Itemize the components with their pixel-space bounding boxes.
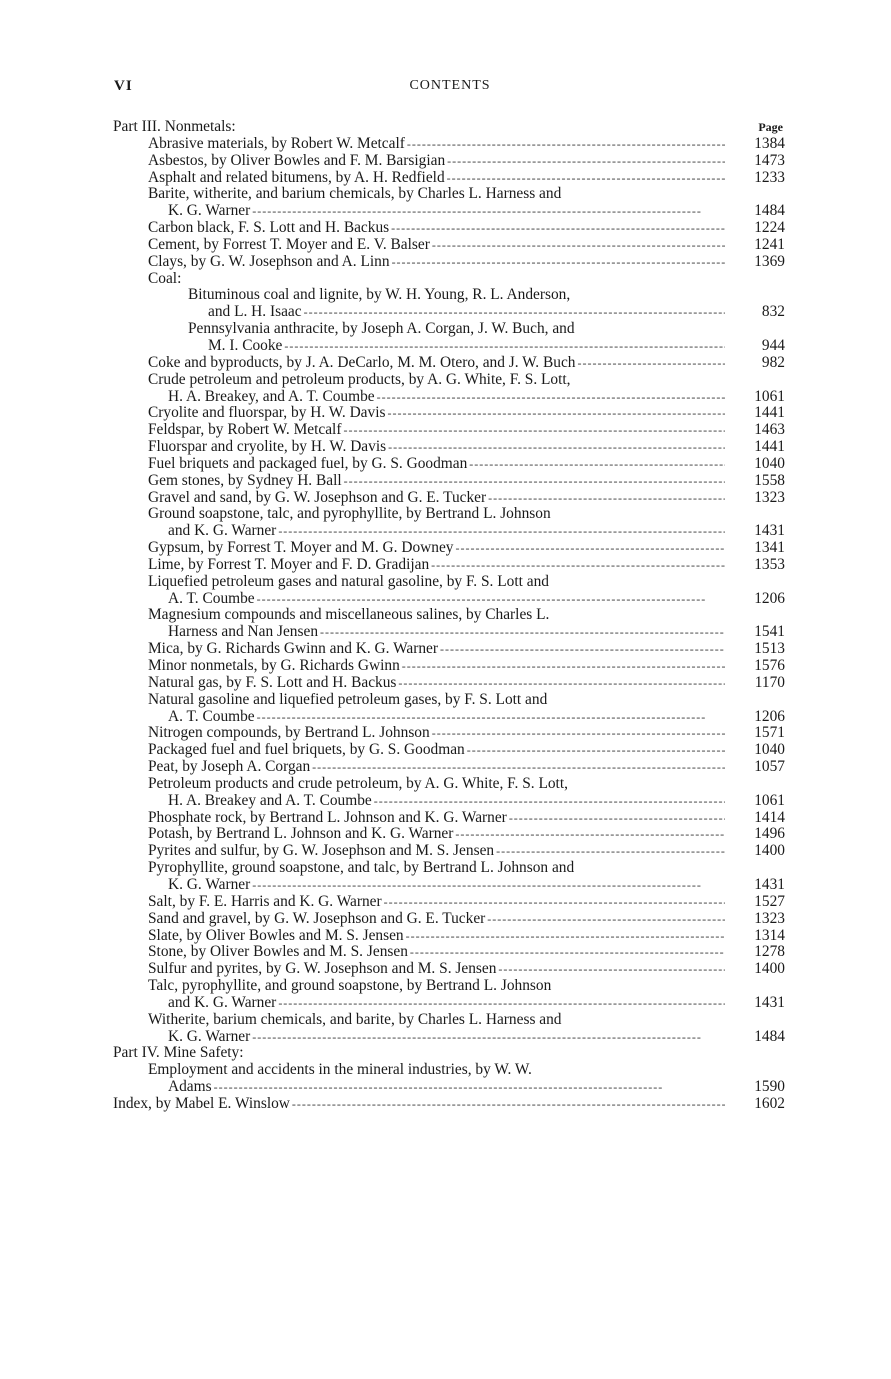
toc-entry — [113, 675, 785, 692]
toc-entry-page: 1170 — [754, 673, 785, 691]
toc-entry-page: 1496 — [754, 825, 785, 843]
toc-entry-title: and K. G. Warner - - - — [168, 523, 725, 540]
toc-entry-title: Packaged fuel and fuel briquets, by G. S. Goodman - - - — [148, 742, 725, 759]
toc-entry-title: Natural gas, by F. S. Lott and H. Backus - - - — [148, 675, 725, 692]
toc-entry-title: Ground soapstone, talc, and pyrophyllite, by Bertrand L. Johnson — [148, 505, 551, 523]
toc-entry-title: Nitrogen compounds, by Bertrand L. Johnson - - - — [148, 725, 725, 742]
toc-entry-page: 1206 — [754, 707, 785, 725]
toc-entry-title: Potash, by Bertrand L. Johnson and K. G. Warner - - - — [148, 826, 725, 843]
toc-entry-title: Gravel and sand, by G. W. Josephson and G. E. Tucker - - - — [148, 490, 725, 507]
toc-entry — [113, 355, 785, 372]
toc-entry — [113, 692, 785, 709]
toc-entry-title: Barite, witherite, and barium chemicals, by Charles L. Harness and — [148, 185, 562, 203]
toc-entry — [113, 928, 785, 945]
toc-entry-title: H. A. Breakey and A. T. Coumbe - - - — [168, 793, 725, 810]
toc-entry — [113, 658, 785, 675]
toc-entry — [113, 911, 785, 928]
toc-entry — [113, 271, 785, 288]
toc-entry — [113, 422, 785, 439]
toc-entry-title: Talc, pyrophyllite, and ground soapstone, by Bertrand L. Johnson — [148, 977, 552, 995]
toc-entry — [113, 321, 785, 338]
toc-entry — [113, 1079, 785, 1096]
toc-entry — [113, 490, 785, 507]
toc-entry — [113, 810, 785, 827]
toc-entry-page: 1463 — [754, 421, 785, 439]
toc-entry-page: 1484 — [754, 1027, 785, 1045]
toc-entry-page: 1558 — [754, 471, 785, 489]
toc-entry-title: K. G. Warner - - - — [168, 877, 725, 894]
toc-entry-page: 1040 — [754, 741, 785, 759]
toc-entry-title: Fluorspar and cryolite, by H. W. Davis - - - — [148, 439, 725, 456]
toc-entry-title: M. I. Cooke - - - — [208, 338, 725, 355]
toc-entry — [113, 506, 785, 523]
toc-entry — [113, 439, 785, 456]
toc-entry-page: 1323 — [754, 488, 785, 506]
toc-entry-page: 1040 — [754, 454, 785, 472]
toc-entry-title: K. G. Warner - - - — [168, 203, 725, 220]
toc-entry-title: Harness and Nan Jensen - - - — [168, 624, 725, 641]
toc-entry-title: Fuel briquets and packaged fuel, by G. S. Goodman - - - — [148, 456, 725, 473]
toc-entry-page: 1224 — [754, 219, 785, 237]
toc-entry-title: Phosphate rock, by Bertrand L. Johnson and K. G. Warner - - - — [148, 810, 725, 827]
toc-entry-title: Cement, by Forrest T. Moyer and E. V. Balser - - - — [148, 237, 725, 254]
toc-entry-page: 1314 — [754, 926, 785, 944]
toc-entry — [113, 473, 785, 490]
toc-entry — [113, 1062, 785, 1079]
toc-entry-page: 832 — [761, 303, 785, 321]
toc-entry-title: Stone, by Oliver Bowles and M. S. Jensen - - - — [148, 944, 725, 961]
toc-entry — [113, 776, 785, 793]
toc-entry-title: Gypsum, by Forrest T. Moyer and M. G. Downey - - - — [148, 540, 725, 557]
toc-entry — [113, 1029, 785, 1046]
toc-entry-page: 982 — [761, 353, 785, 371]
toc-entry-title: Cryolite and fluorspar, by H. W. Davis - - - — [148, 405, 725, 422]
toc-entry — [113, 591, 785, 608]
toc-entry-title: Carbon black, F. S. Lott and H. Backus - - - — [148, 220, 725, 237]
toc-entry — [113, 978, 785, 995]
toc-entry — [113, 338, 785, 355]
toc-entry-page: 1400 — [754, 842, 785, 860]
toc-entry-title: Sulfur and pyrites, by G. W. Josephson and M. S. Jensen - - - — [148, 961, 725, 978]
page-header — [114, 78, 786, 98]
toc-entry-title: Salt, by F. E. Harris and K. G. Warner - - - — [148, 894, 725, 911]
toc-entry-title: and K. G. Warner - - - — [168, 995, 725, 1012]
toc-entry-title: Crude petroleum and petroleum products, by A. G. White, F. S. Lott, — [148, 370, 571, 388]
toc-entry-title: Employment and accidents in the mineral industries, by W. W. — [148, 1061, 532, 1079]
toc-entry — [113, 624, 785, 641]
toc-entry — [113, 170, 785, 187]
toc-entry-page: 1414 — [754, 808, 785, 826]
toc-entry-title: Adams - - - — [168, 1079, 725, 1096]
toc-entry — [113, 153, 785, 170]
toc-entry — [113, 574, 785, 591]
toc-entry — [113, 1012, 785, 1029]
toc-entry — [113, 759, 785, 776]
toc-entry-page: 1441 — [754, 404, 785, 422]
toc-entry — [113, 860, 785, 877]
toc-entry-title: Asphalt and related bitumens, by A. H. Redfield - - - — [148, 170, 725, 187]
toc-entry — [113, 540, 785, 557]
toc-entry — [113, 287, 785, 304]
toc-entry-page: 1323 — [754, 909, 785, 927]
toc-entry-page: 1278 — [754, 943, 785, 961]
toc-entry-title: Abrasive materials, by Robert W. Metcalf - - - — [148, 136, 725, 153]
toc-entry — [113, 389, 785, 406]
toc-entry — [113, 372, 785, 389]
toc-entry-page: 1441 — [754, 438, 785, 456]
toc-entry-page: 1431 — [754, 522, 785, 540]
page-column-label: Page — [758, 120, 783, 134]
toc-entry-title: Part III. Nonmetals: — [113, 118, 236, 135]
toc-entry-title: and L. H. Isaac - - - — [208, 304, 725, 321]
toc-entry — [113, 1096, 785, 1113]
toc-entry-page: 1369 — [754, 252, 785, 270]
toc-entry-page: 1571 — [754, 724, 785, 742]
toc-entry-page: 1353 — [754, 555, 785, 573]
toc-entry-page: 1241 — [754, 235, 785, 253]
toc-entry-title: Lime, by Forrest T. Moyer and F. D. Gradijan - - - — [148, 557, 725, 574]
toc-entry-page: 1384 — [754, 134, 785, 152]
toc-entry — [113, 607, 785, 624]
toc-entry-title: Pennsylvania anthracite, by Joseph A. Corgan, J. W. Buch, and — [188, 320, 575, 338]
page-number: VI — [114, 78, 133, 94]
toc-entry — [113, 405, 785, 422]
toc-entry-page: 1233 — [754, 168, 785, 186]
table-of-contents — [113, 119, 785, 1113]
toc-entry-page: 1400 — [754, 960, 785, 978]
toc-entry-page: 1341 — [754, 539, 785, 557]
toc-entry — [113, 742, 785, 759]
toc-entry-page: 1061 — [754, 791, 785, 809]
toc-entry-title: Natural gasoline and liquefied petroleum gases, by F. S. Lott and — [148, 690, 548, 708]
toc-entry — [113, 254, 785, 271]
toc-entry — [113, 843, 785, 860]
toc-entry-title: Peat, by Joseph A. Corgan - - - — [148, 759, 725, 776]
toc-entry — [113, 826, 785, 843]
toc-entry — [113, 304, 785, 321]
toc-entry-page: 1431 — [754, 993, 785, 1011]
toc-entry-title: Minor nonmetals, by G. Richards Gwinn - - - — [148, 658, 725, 675]
toc-entry-title: A. T. Coumbe - - - — [168, 591, 725, 608]
toc-entry-page: 1541 — [754, 623, 785, 641]
toc-entry-title: Clays, by G. W. Josephson and A. Linn - - - — [148, 254, 725, 271]
toc-entry-title: Pyrophyllite, ground soapstone, and talc, by Bertrand L. Johnson and — [148, 859, 575, 877]
toc-entry — [113, 961, 785, 978]
toc-entry-page: 1602 — [754, 1094, 785, 1112]
toc-entry — [113, 1045, 785, 1062]
toc-entry-title: Liquefied petroleum gases and natural gasoline, by F. S. Lott and — [148, 572, 549, 590]
toc-entry-title: Coke and byproducts, by J. A. DeCarlo, M. M. Otero, and J. W. Buch - - - — [148, 355, 725, 372]
toc-entry — [113, 877, 785, 894]
toc-entry-page: 944 — [761, 336, 785, 354]
toc-entry-page: 1590 — [754, 1078, 785, 1096]
page-title: CONTENTS — [409, 78, 491, 93]
toc-entry — [113, 641, 785, 658]
toc-entry — [113, 709, 785, 726]
toc-entry — [113, 557, 785, 574]
toc-entry-title: Index, by Mabel E. Winslow - - - — [113, 1096, 725, 1113]
toc-entry-title: Mica, by G. Richards Gwinn and K. G. Warner - - - — [148, 641, 725, 658]
toc-entry-page: 1527 — [754, 892, 785, 910]
toc-entry-page: 1473 — [754, 151, 785, 169]
toc-entry — [113, 944, 785, 961]
toc-entry-title: Part IV. Mine Safety: — [113, 1044, 244, 1062]
toc-entry-page: 1576 — [754, 657, 785, 674]
toc-entry-page: 1513 — [754, 640, 785, 658]
toc-entry-title: H. A. Breakey, and A. T. Coumbe - - - — [168, 389, 725, 406]
toc-entry — [113, 237, 785, 254]
toc-entry — [113, 793, 785, 810]
toc-entry — [113, 995, 785, 1012]
toc-entry-page: 1484 — [754, 202, 785, 220]
toc-entry — [113, 203, 785, 220]
toc-entry-title: Asbestos, by Oliver Bowles and F. M. Barsigian - - - — [148, 153, 725, 170]
toc-entry-title: Slate, by Oliver Bowles and M. S. Jensen - - - — [148, 928, 725, 945]
toc-entry-title: A. T. Coumbe - - - — [168, 709, 725, 726]
toc-entry-title: Feldspar, by Robert W. Metcalf - - - — [148, 422, 725, 439]
toc-entry-title: Magnesium compounds and miscellaneous salines, by Charles L. — [148, 606, 550, 624]
toc-entry-title: Sand and gravel, by G. W. Josephson and G. E. Tucker - - - — [148, 911, 725, 928]
toc-entry-title: Coal: — [148, 269, 182, 287]
toc-entry-page: 1061 — [754, 387, 785, 405]
toc-entry-page: 1431 — [754, 875, 785, 893]
toc-entry-page: 1206 — [754, 589, 785, 607]
toc-entry-title: Gem stones, by Sydney H. Ball - - - — [148, 473, 725, 490]
toc-entry — [113, 186, 785, 203]
toc-entry-title: Petroleum products and crude petroleum, by A. G. White, F. S. Lott, — [148, 774, 568, 792]
toc-entry-title: Bituminous coal and lignite, by W. H. Young, R. L. Anderson, — [188, 286, 571, 304]
toc-entry — [113, 220, 785, 237]
toc-entry — [113, 894, 785, 911]
toc-entry — [113, 725, 785, 742]
toc-entry-title: Pyrites and sulfur, by G. W. Josephson and M. S. Jensen - - - — [148, 843, 725, 860]
toc-entry — [113, 523, 785, 540]
toc-entry-title: K. G. Warner - - - — [168, 1029, 725, 1046]
toc-entry — [113, 136, 785, 153]
toc-entry-page: 1057 — [754, 758, 785, 776]
toc-entry-title: Witherite, barium chemicals, and barite, by Charles L. Harness and — [148, 1010, 562, 1028]
toc-entry — [113, 456, 785, 473]
toc-entry — [113, 119, 785, 136]
